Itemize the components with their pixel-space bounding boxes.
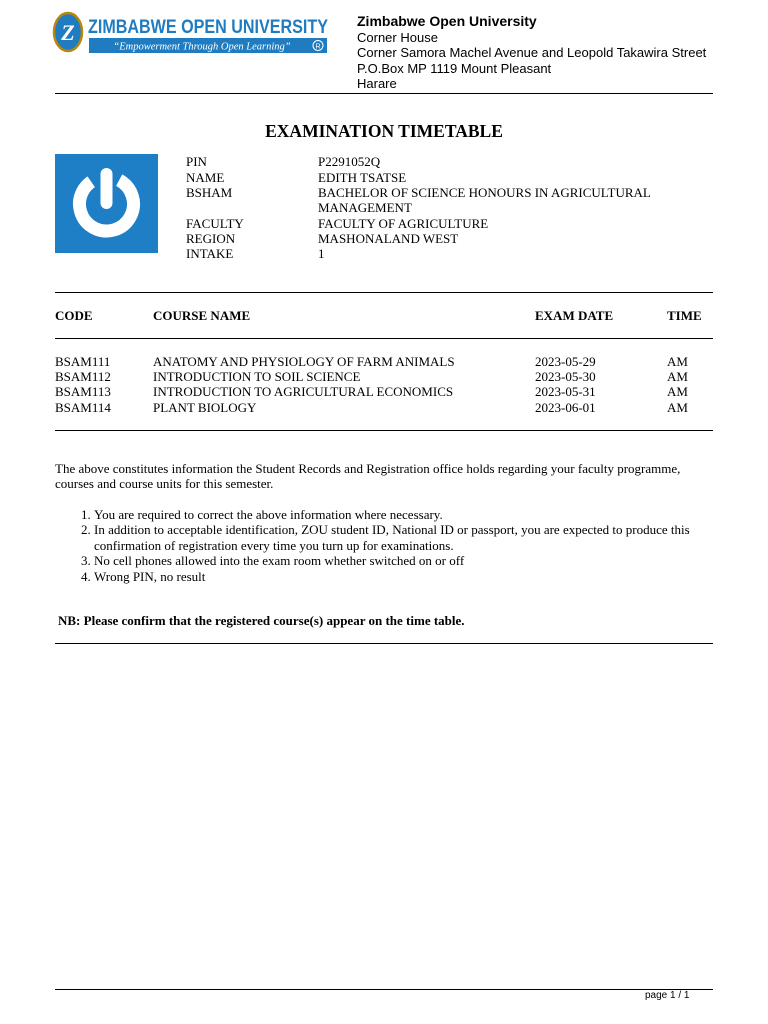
col-header-course: COURSE NAME [153,308,251,323]
info-label-region: REGION [186,231,236,246]
cell-time: AM [667,400,688,415]
registered-mark: R [315,43,321,51]
footer-rule [55,989,713,990]
logo-slogan: “Empowerment Through Open Learning” [113,41,291,53]
address-line-1: Corner House [357,30,438,45]
notice-line-2: courses and course units for this semester. [55,476,274,491]
power-icon [55,154,158,253]
note-item: 3. No cell phones allowed into the exam room whether switched on or off [94,553,734,568]
col-header-date: EXAM DATE [535,308,614,323]
cell-date: 2023-05-29 [535,354,596,369]
cell-time: AM [667,354,688,369]
content-divider [55,643,713,644]
logo-letter: Z [61,20,75,45]
address-title: Zimbabwe Open University [357,13,537,29]
note-item: 2. In addition to acceptable identification, ZOU student ID, National ID or passport, you are expected to produce this confirmation of registration every time you turn up for examinations. [94,522,734,553]
address-line-3: P.O.Box MP 1119 Mount Pleasant [357,61,552,76]
table-header-rule [55,338,713,339]
header-divider [55,93,713,94]
info-label-name: NAME [186,170,225,185]
info-label-pin: PIN [186,154,207,169]
cell-course: PLANT BIOLOGY [153,400,257,415]
notes-list [55,507,734,584]
info-value-faculty: FACULTY OF AGRICULTURE [318,216,489,231]
page-number: page 1 / 1 [645,990,690,1001]
cell-code: BSAM112 [55,369,111,384]
address-line-2: Corner Samora Machel Avenue and Leopold Takawira Street [357,45,707,60]
cell-course: ANATOMY AND PHYSIOLOGY OF FARM ANIMALS [153,354,455,369]
cell-code: BSAM111 [55,354,111,369]
notice-line-1: The above constitutes information the Student Records and Registration office holds regarding your faculty programme, [55,461,681,476]
cell-code: BSAM114 [55,400,111,415]
note-item: 1. You are required to correct the above information where necessary. [94,507,734,522]
cell-date: 2023-05-31 [535,384,596,399]
info-value-name: EDITH TSATSE [318,170,407,185]
col-header-time: TIME [667,308,702,323]
cell-time: AM [667,384,688,399]
cell-code: BSAM113 [55,384,111,399]
info-value-programme: BACHELOR OF SCIENCE HONOURS IN AGRICULTURAL MANAGEMENT [318,185,651,216]
table-top-rule [55,292,713,293]
address-line-4: Harare [357,76,397,91]
cell-time: AM [667,369,688,384]
info-value-pin: P2291052Q [318,154,381,169]
col-header-code: CODE [55,308,93,323]
logo-wordmark: ZIMBABWE OPEN UNIVERSITY [88,16,328,38]
info-value-region: MASHONALAND WEST [318,231,459,246]
cell-date: 2023-06-01 [535,400,596,415]
cell-course: INTRODUCTION TO SOIL SCIENCE [153,369,361,384]
cell-date: 2023-05-30 [535,369,596,384]
table-bottom-rule [55,430,713,431]
university-logo [52,10,332,56]
info-label-faculty: FACULTY [186,216,244,231]
nb-note: NB: Please confirm that the registered course(s) appear on the time table. [58,613,465,628]
info-value-intake: 1 [318,246,325,261]
note-item: 4. Wrong PIN, no result [94,569,734,584]
cell-course: INTRODUCTION TO AGRICULTURAL ECONOMICS [153,384,454,399]
info-label-intake: INTAKE [186,246,234,261]
info-label-programme: BSHAM [186,185,233,200]
student-photo-placeholder [55,154,158,253]
page-title: EXAMINATION TIMETABLE [265,121,503,141]
zou-logo-emblem [52,10,332,56]
